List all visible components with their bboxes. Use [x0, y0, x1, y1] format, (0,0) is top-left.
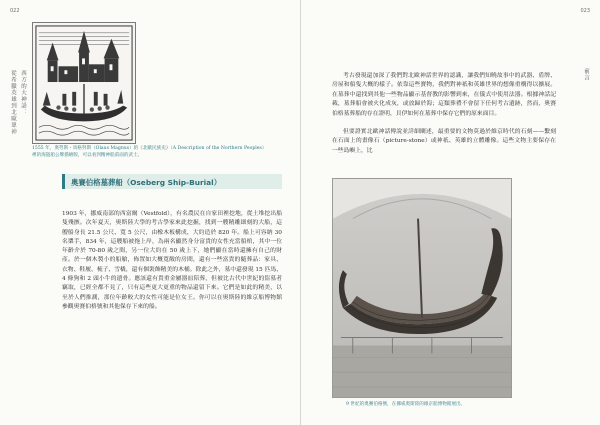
- page-number-right: 023: [580, 8, 590, 14]
- section-title: 奧賽伯格墓葬船（Oseberg Ship-Burial）: [71, 178, 222, 187]
- section-heading: [62, 174, 282, 189]
- right-body: [332, 72, 556, 165]
- chapter-tab: 前言: [583, 68, 589, 81]
- ship-photo-caption: 9 世紀的奧賽伯格號，在挪威奧斯陸的維京船博物館展出。: [346, 402, 466, 407]
- viking-ship-museum-photo-icon: [332, 178, 512, 398]
- running-title-sub: 從希臘英雄到北歐眾神: [10, 70, 16, 135]
- paragraph: 但要證實北歐神話傳說並詳細闡述，最重要的文物莫過於維京時代的石刻——繫刻在石面上的畫像石（picture-stone）或神祇、英雄的立體雕像。這些文物主要保存在一些島嶼上，比: [332, 129, 556, 154]
- section-paragraph: 1903 年，挪威南部的西富爾（Vestfold），有名農民在自家田裡挖地，從土堆挖出船隻殘骸。次年夏天，奧斯陸大學的考古學家來此挖掘，找到一艘精雕細刻的大船，這艘船身長 21.5 公尺、寬 5 公尺，由橡木板構成，大約造於 820 年。船上可容納 30 名槳手，834 年，這艘船被拖上岸，為兩名顯然身分富貴的女性充當船棺，其中一位年齡介於 70-80 歲之間，另一位大約在 50 歲上下，她們顯在當時還擁有自己的財產。於一個木製小的船艙，佈置如大概寬敞的房間，還有一些富貴的隨葬品：家具、衣物、鞋履、梳子、雪橇，還有個裝飾精美的木桶。除此之外，墓中還發現 15 匹馬、4 條狗和 2 頭小牛的遺骨。應該還有貴重金屬器皿陪葬，但被比古代中世紀的盜墓者竊取，已經全都不見了，只有這些更大更重的物品還留下來。它們是如此的精美，以至於人們推測，那位年齡較大的女性可能是位女王。你可以在奧斯陸的維京船博物館參觀奧賽伯格號和其他保存下來的船。: [62, 211, 282, 310]
- section-body: [62, 210, 282, 312]
- running-title: [9, 70, 26, 135]
- woodcut-caption: 1555 年，奧勞斯・馬格努斯（Olaus Magnus）的《北歐民族史》（A Description of the Northern Peoples）裡的海盜船公牌描繪版，可以看到精神船前面的武士。: [32, 146, 267, 158]
- running-title-main: 西方的大神話：: [20, 70, 26, 116]
- woodcut-viking-ship-icon: [32, 22, 136, 144]
- page-number-left: 022: [10, 8, 20, 14]
- paragraph: 考古發現還加深了我們對北歐神話世界的認識，讓我們知曉故事中的武器、盾牌、房屋和船隻大概的樣子。依靠這些寶物，我們對神祇和英雄世界的想像重構得以擴展。在墓葬中還找到其他一些物品顯示基督教的影響到來，在儀式中使用法器。根據神話記載，墓葬船會被火化成灰，或放歸於海；這類葬禮不會留下任何考古遺跡，然而，奧賽伯格墓葬船的存在證明，貝伊如何在墓葬中保存它們的原來面目。: [332, 73, 556, 117]
